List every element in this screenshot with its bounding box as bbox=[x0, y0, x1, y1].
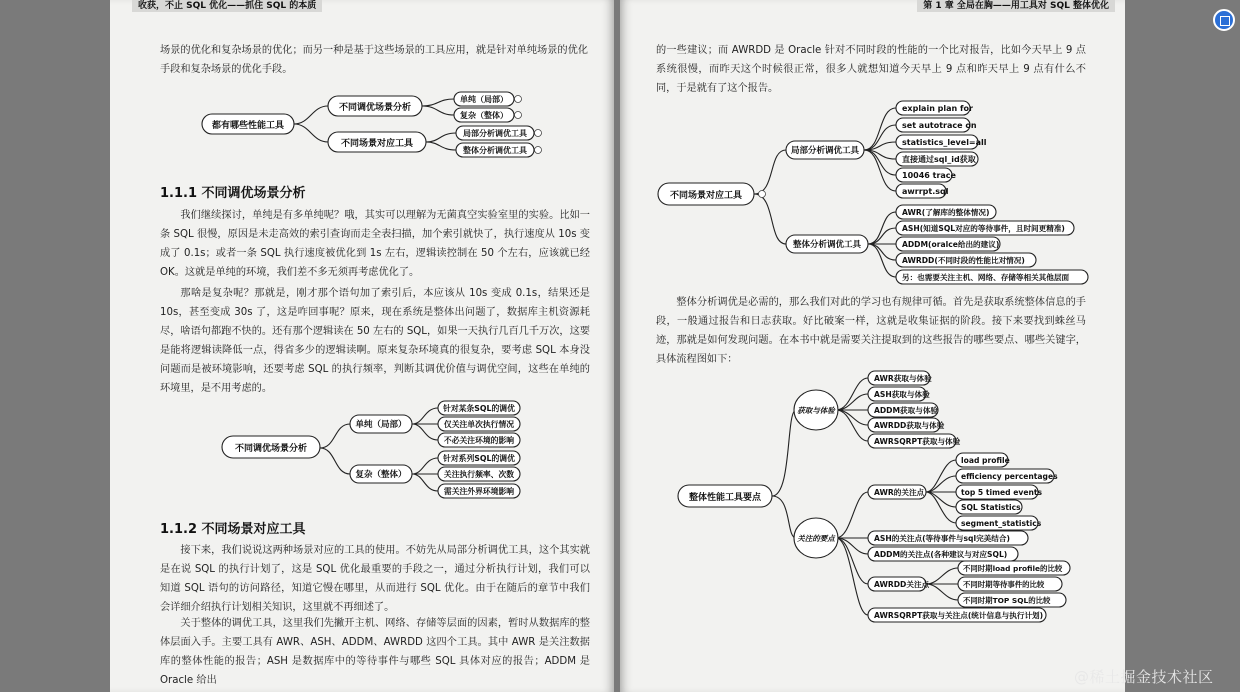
mm4-awr-1: load profile bbox=[961, 456, 1010, 465]
section-1-1-1-paragraph-2: 那啥是复杂呢？那就是，刚才那个语句加了索引后，本应该从 10s 变成 0.1s，结果还是 10s，甚至变成 30s 了，这是咋回事呢？原来，现在系统是整体出问题了，数据库主机资源耗尽，啥语句都跑不快的。还有那个逻辑读在 50 左右的 SQL，如果一天执行几百几千万次，这要是能将逻辑读降低一点，得省多少的逻辑读啊。原来复杂环境真的很复杂，要考虑 SQL 本身没问题而是被环境影响，还要考虑 SQL 的执行频率，判断其调优价值与调优空间，这些在单纯的环境里，是不用考虑的。 bbox=[160, 288, 590, 394]
watermark-text: @稀土掘金技术社区 bbox=[1074, 668, 1214, 686]
mm3-global-2: ASH(知道SQL对应的等待事件，且时间更精准) bbox=[902, 224, 1065, 233]
workflow-paragraph: 整体分析调优是必需的，那么我们对此的学习也有规律可循。首先是获取系统整体信息的手段，一般通过报告和日志获取。好比破案一样，这就是收集证据的阶段。接下来要找到蛛丝马迹，那就是如何发现问题。在本书中就是需要关注提取到的这些报告的哪些要点、哪些关键字，具体流程图如下： bbox=[656, 297, 1086, 365]
mm4-acq-1: AWR获取与体验 bbox=[874, 374, 932, 383]
mm4-branch-acquire: 获取与体验 bbox=[797, 406, 835, 415]
mm3-global-3: ADDM(oralce给出的建议) bbox=[902, 240, 1000, 249]
mm4-awrdd-2: 不同时期等待事件的比较 bbox=[963, 580, 1045, 589]
section-1-1-2-paragraph-1: 接下来，我们说说这两种场景对应的工具的使用。不妨先从局部分析调优工具，这个其实就是在说 SQL 的执行计划了，这是 SQL 优化最重要的手段之一，通过分析执行计划，我们可以知道 SQL 语句的访问路径，知道它慢在哪里，从而进行 SQL 优化。由于在随后的章节中我们会详细介绍执行计划相关知识，这里就不再细述了。 bbox=[160, 545, 590, 613]
mm3-local-4: 直接通过sql_id获取 bbox=[902, 155, 976, 164]
mm3-branch-local: 局部分析调优工具 bbox=[790, 146, 860, 156]
mm4-root: 整体性能工具要点 bbox=[688, 493, 762, 503]
section-1-1-1-title: 1.1.1 不同调优场景分析 bbox=[160, 186, 306, 201]
mm4-awrdd-node: AWRDD关注点 bbox=[874, 580, 930, 589]
mm4-awrsqrpt-node: AWRSQRPT获取与关注点(统计信息与执行计划) bbox=[874, 611, 1044, 620]
mm3-local-6: awrrpt.sql bbox=[902, 187, 949, 196]
left-page bbox=[110, 0, 614, 692]
mm2-leaf-6: 需关注外界环境影响 bbox=[443, 487, 515, 496]
mindmap-performance-tools bbox=[200, 88, 560, 164]
mm1-leaf-global-tools: 整体分析调优工具 bbox=[463, 146, 527, 155]
mm4-addm-node: ADDM的关注点(各种建议与对应SQL) bbox=[874, 550, 1008, 559]
mm4-awr-2: efficiency percentages bbox=[961, 472, 1058, 481]
mm4-acq-2: ASH获取与体验 bbox=[874, 390, 930, 399]
mm2-leaf-4: 针对系列SQL的调优 bbox=[443, 454, 515, 463]
mm3-local-1: explain plan for bbox=[902, 104, 973, 113]
mindmap-overall-tool-points bbox=[676, 368, 1076, 626]
mm4-ash-node: ASH的关注点(等待事件与sql完美结合) bbox=[874, 534, 1010, 543]
mm4-acq-4: AWRDD获取与体验 bbox=[874, 421, 945, 430]
mm3-global-4: AWRDD(不同时段的性能比对情况) bbox=[902, 256, 1025, 265]
mm4-awrdd-1: 不同时期load profile的比较 bbox=[963, 564, 1063, 573]
mm3-global-1: AWR(了解库的整体情况) bbox=[902, 208, 990, 217]
mm2-branch-complex: 复杂（整体） bbox=[355, 470, 407, 480]
section-1-1-2-title: 1.1.2 不同场景对应工具 bbox=[160, 522, 306, 537]
mm1-leaf-simple: 单纯（局部） bbox=[460, 95, 508, 104]
mm4-branch-focus: 关注的要点 bbox=[797, 534, 835, 543]
mm2-root: 不同调优场景分析 bbox=[234, 444, 308, 454]
mm1-root: 都有哪些性能工具 bbox=[211, 121, 285, 131]
mm2-leaf-3: 不必关注环境的影响 bbox=[443, 436, 515, 445]
mindmap-tuning-scenarios bbox=[220, 396, 530, 504]
mm1-branch1: 不同调优场景分析 bbox=[338, 103, 412, 113]
mm4-awr-node: AWR的关注点 bbox=[874, 488, 925, 497]
section-1-1-2-paragraph-2: 关于整体的调优工具，这里我们先撇开主机、网络、存储等层面的因素，暂时从数据库的整体层面入手。主要工具有 AWR、ASH、ADDM、AWRDD 这四个工具。其中 AWR 是关注数据库的整体性能的报告；ASH 是数据库中的等待事件与哪些 SQL 具体对应的报告；ADDM 是 Oracle 给出 bbox=[160, 618, 590, 686]
mm3-local-5: 10046 trace bbox=[902, 171, 956, 180]
floating-action-icon[interactable] bbox=[1213, 9, 1235, 31]
mm4-awr-4: SQL Statistics bbox=[961, 503, 1021, 512]
intro-paragraph: 场景的优化和复杂场景的优化；而另一种是基于这些场景的工具应用，就是针对单纯场景的优化手段和复杂场景的优化手段。 bbox=[160, 45, 588, 75]
mm4-acq-3: ADDM获取与体验 bbox=[874, 406, 939, 415]
mm3-root: 不同场景对应工具 bbox=[669, 191, 743, 201]
mm1-branch2: 不同场景对应工具 bbox=[340, 139, 414, 149]
left-running-head: 收获，不止 SQL 优化——抓住 SQL 的本质 bbox=[132, 0, 322, 12]
mm3-local-2: set autotrace on bbox=[902, 121, 977, 130]
right-running-head: 第 1 章 全局在胸——用工具对 SQL 整体优化 bbox=[917, 0, 1115, 12]
mm2-leaf-2: 仅关注单次执行情况 bbox=[443, 420, 515, 429]
mm4-awr-5: segment_statistics bbox=[961, 519, 1042, 528]
mm2-leaf-5: 关注执行频率、次数 bbox=[443, 470, 515, 479]
mm3-branch-global: 整体分析调优工具 bbox=[792, 240, 862, 250]
mm4-awr-3: top 5 timed events bbox=[961, 488, 1043, 497]
mm2-leaf-1: 针对某条SQL的调优 bbox=[443, 404, 515, 413]
mindmap-scenario-tools bbox=[656, 98, 1096, 288]
mm4-awrdd-3: 不同时期TOP SQL的比较 bbox=[963, 596, 1051, 605]
right-page bbox=[620, 0, 1125, 692]
mm3-global-5: 另：也需要关注主机、网络、存储等相关其他层面 bbox=[902, 273, 1070, 282]
mm1-leaf-complex: 复杂（整体） bbox=[460, 111, 508, 120]
section-1-1-1-paragraph-1: 我们继续探讨，单纯是有多单纯呢？哦，其实可以理解为无菌真空实验室里的实验。比如一条 SQL 很慢，原因是未走高效的索引查询而走全表扫描，加个索引就快了，执行速度从 10s 变成了 0.1s；或者一条 SQL 执行速度被优化到 1s 左右，逻辑读控制在 50 个左右，应该就已经OK。这就是单纯的环境，我们差不多无须再考虑优化了。 bbox=[160, 210, 590, 278]
mm4-acq-5: AWRSQRPT获取与体验 bbox=[874, 437, 961, 446]
mm1-leaf-local-tools: 局部分析调优工具 bbox=[463, 129, 527, 138]
continued-paragraph: 的一些建议；而 AWRDD 是 Oracle 针对不同时段的性能的一个比对报告，比如今天早上 9 点系统很慢，而昨天这个时候很正常，很多人就想知道今天早上 9 点和昨天早上 9 点有什么不同，于是就有了这个报告。 bbox=[656, 45, 1086, 94]
mm2-branch-simple: 单纯（局部） bbox=[355, 420, 407, 430]
mm3-local-3: statistics_level=all bbox=[902, 138, 987, 147]
